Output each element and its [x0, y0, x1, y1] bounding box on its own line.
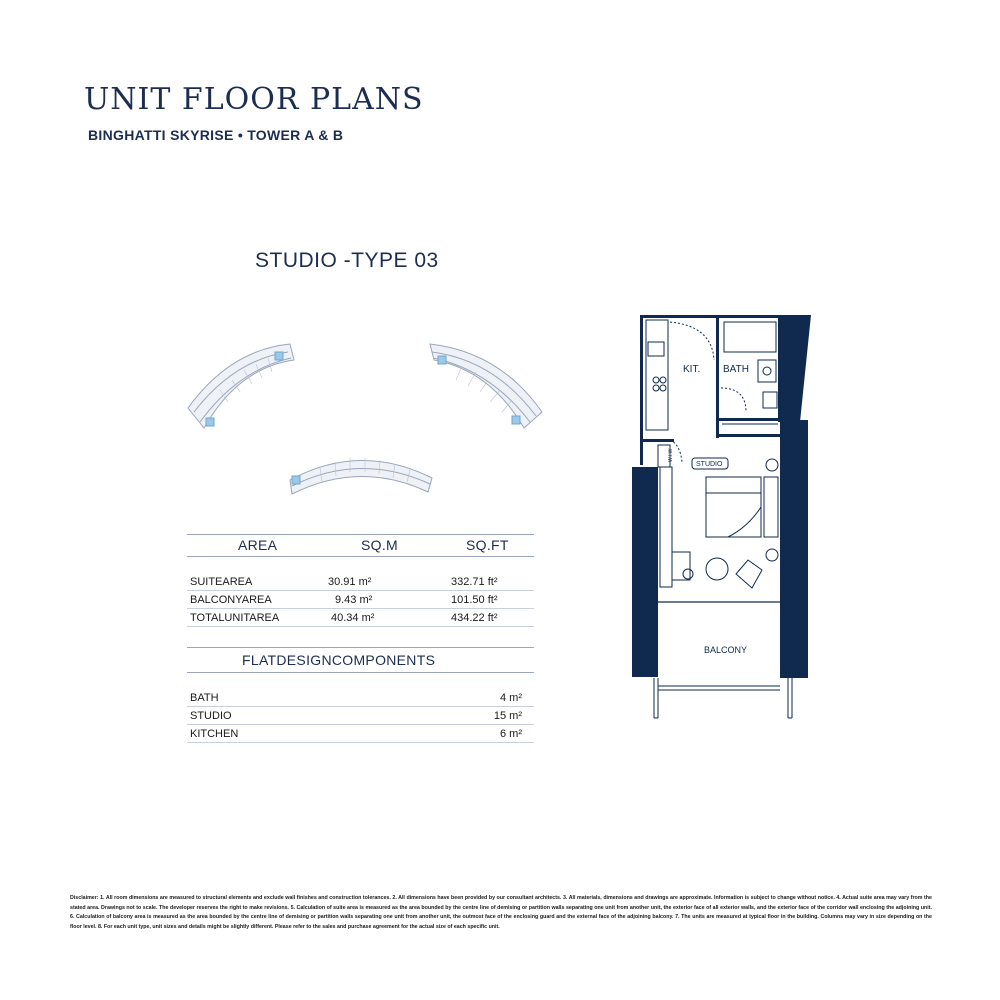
table-row [187, 689, 534, 707]
key-plan-left-tower [188, 344, 294, 428]
key-plan-right-tower [430, 344, 542, 428]
kitchen-counter [646, 320, 668, 430]
components-header-label: FLATDESIGNCOMPONENTS [242, 652, 436, 668]
bath-label: BATH [723, 364, 749, 375]
table-row [187, 573, 534, 591]
key-plan [180, 330, 550, 500]
table-row [187, 725, 534, 743]
row-value: 4 m² [500, 692, 522, 704]
row-sqft: 332.71 ft² [451, 576, 498, 588]
row-label: TOTALUNITAREA [190, 612, 280, 624]
table-row [187, 707, 534, 725]
kitchen-label: KIT. [683, 364, 701, 375]
shower-area [724, 322, 776, 352]
unit-type-heading: STUDIO -TYPE 03 [255, 249, 439, 272]
row-value: 15 m² [493, 710, 522, 722]
row-sqft: 101.50 ft² [451, 594, 498, 606]
armchair [736, 560, 762, 588]
row-label: SUITEAREA [190, 576, 253, 588]
area-table-header [187, 534, 534, 557]
page-title: UNIT FLOOR PLANS [84, 82, 424, 117]
row-label: KITCHEN [190, 728, 239, 740]
disclaimer: Disclaimer: 1. All room dimensions are measured to structural elements and exclude wall finishes and construction tolerances. 2. All dimensions have been provided by our consultant architects. 3. All materials, dimensions and drawings are approximate. Information is subject to change without notice. 4. Actual suite area may vary from the stated area. Drawings not to scale. The developer reserves the right to make revisions. 5. Calculation of suite area is measured as the area bounded by the centre line of demising or partition walls separating one unit from another unit, the exterior face of all exterior walls, and the exterior face of the corridor wall enclosing the adjoining unit. 6. Calculation of balcony area is measured as the area bounded by the centre line of demising or partition walls separating one unit from another unit, the outmost face of the enclosing guard and the external face of the adjoining balcony. 7. The units are measured at typical floor in the building. Columns may vary in size depending on the floor level. 8. For each unit type, unit sizes and details might be slightly different. Please refer to the sales and purchase agreement for the actual size of each specific unit. [70, 895, 932, 930]
row-sqft: 434.22 ft² [451, 612, 498, 624]
project-subtitle: BINGHATTI SKYRISE • TOWER A & B [88, 127, 344, 143]
components-table-header [187, 647, 534, 673]
table-row [187, 591, 534, 609]
floor-plan [628, 312, 818, 722]
key-plan-center-tower [290, 460, 432, 494]
row-label: BALCONYAREA [190, 594, 272, 606]
sqft-column-header: SQ.FT [466, 537, 509, 553]
studio-label: STUDIO [696, 461, 723, 468]
balcony-label: BALCONY [704, 645, 748, 655]
row-sqm: 9.43 m² [335, 594, 373, 606]
area-column-header: AREA [238, 537, 278, 553]
row-label: STUDIO [190, 710, 232, 722]
table-row [187, 609, 534, 627]
floor-plan-walls [632, 315, 811, 678]
sqm-column-header: SQ.M [361, 537, 398, 553]
row-sqm: 30.91 m² [328, 576, 372, 588]
row-sqm: 40.34 m² [331, 612, 375, 624]
wardrobe-label: W.I.W [668, 448, 674, 462]
row-label: BATH [190, 692, 219, 704]
round-table [706, 558, 728, 580]
bed [706, 477, 761, 537]
row-value: 6 m² [500, 728, 522, 740]
